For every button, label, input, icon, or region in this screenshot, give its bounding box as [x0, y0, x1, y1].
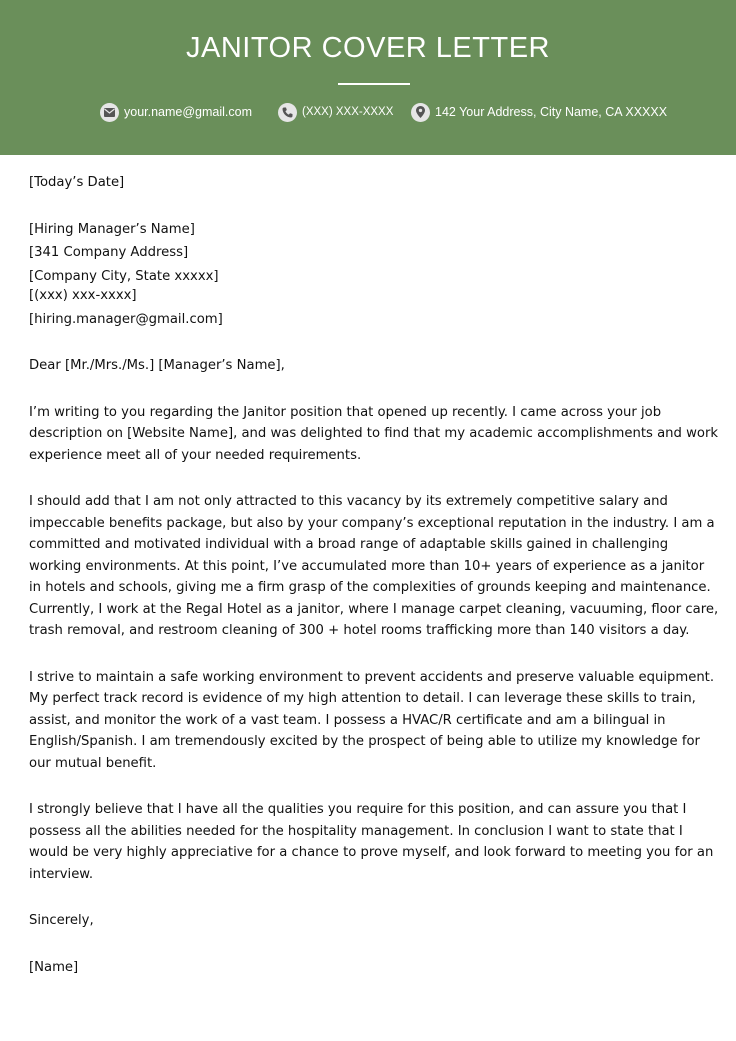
recipient-city: [Company City, State xxxxx]: [29, 268, 219, 284]
location-pin-icon: [411, 103, 430, 122]
letter-date: [Today’s Date]: [29, 175, 125, 190]
closing: Sincerely,: [29, 913, 94, 928]
contact-address: [411, 101, 667, 123]
address-text: 142 Your Address, City Name, CA XXXXX: [435, 105, 668, 119]
header-banner: [0, 0, 736, 155]
email-text: your.name@gmail.com: [124, 105, 253, 119]
signature-name: [Name]: [29, 959, 79, 975]
recipient-address: [341 Company Address]: [29, 245, 189, 260]
email-icon: [100, 103, 119, 122]
salutation: Dear [Mr./Mrs./Ms.] [Manager’s Name],: [29, 358, 285, 373]
recipient-name: [Hiring Manager’s Name]: [29, 221, 195, 237]
contact-email: [100, 101, 252, 123]
phone-text: (XXX) XXX-XXXX: [302, 106, 394, 118]
paragraph-1: I’m writing to you regarding the Janitor position that opened up recently. I came across your job description on [Website Name], and was delighted to find that my academic accomplishments and work experience meet all of your needed requirements.: [29, 404, 719, 463]
title-divider: [338, 83, 410, 85]
recipient-phone: [(xxx) xxx-xxxx]: [29, 288, 137, 303]
letter-body: [29, 172, 719, 978]
paragraph-4: I strongly believe that I have all the qualities you require for this position, and can assure you that I possess all the abilities needed for the hospitality management. In conclusion I want to state that I would be very highly appreciative for a chance to prove myself, and look forward to meeting you for an interview.: [29, 802, 714, 882]
document-title: JANITOR COVER LETTER: [186, 32, 550, 64]
phone-icon: [278, 103, 297, 122]
contact-phone: [278, 101, 393, 123]
paragraph-2: I should add that I am not only attracted to this vacancy by its extremely competitive salary and impeccable benefits package, but also by your company’s exceptional reputation in the industry. I am a committed and motivated individual with a broad range of adaptable skills gained in challenging working environments. At this point, I’ve accumulated more than 10+ years of experience as a janitor in hotels and schools, giving me a firm grasp of the complexities of grounds keeping and maintenance. Currently, I work at the Regal Hotel as a janitor, where I manage carpet cleaning, vacuuming, floor care, trash removal, and restroom cleaning of 300 + hotel rooms trafficking more than 140 visitors a day.: [29, 494, 719, 638]
paragraph-3: I strive to maintain a safe working environment to prevent accidents and preserve valuable equipment. My perfect track record is evidence of my high attention to detail. I can leverage these skills to train, assist, and monitor the work of a vast team. I possess a HVAC/R certificate and am a bilingual in English/Spanish. I am tremendously excited by the prospect of being able to utilize my knowledge for our mutual benefit.: [29, 669, 715, 771]
recipient-email: [hiring.manager@gmail.com]: [29, 311, 223, 327]
